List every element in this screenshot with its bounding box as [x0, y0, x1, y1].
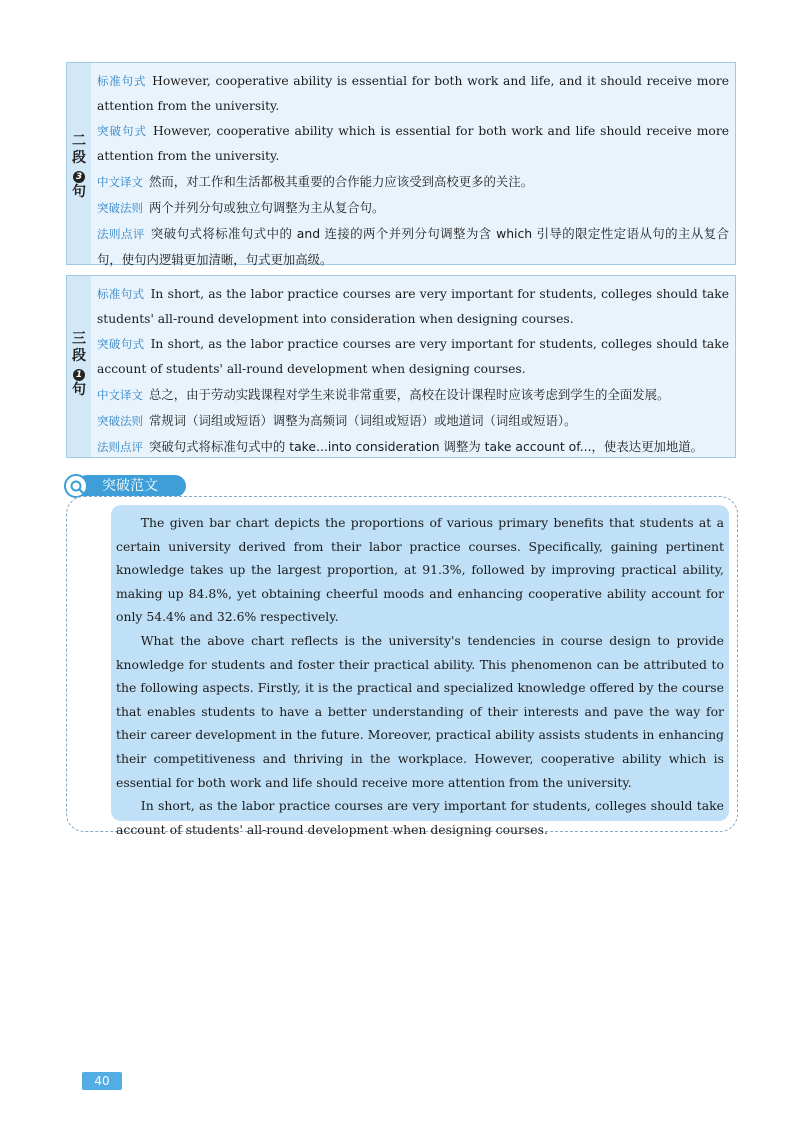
- breakthrough-sentence-row: [97, 332, 729, 382]
- panel-side-bar: [67, 63, 91, 264]
- translation-row: [97, 382, 729, 408]
- standard-sentence-row: [97, 282, 729, 332]
- comment-row: [97, 434, 729, 460]
- page-number: 40: [82, 1072, 122, 1090]
- rule-row: [97, 195, 729, 221]
- essay-title: 突破范文: [76, 475, 186, 497]
- essay-paragraph: In short, as the labor practice courses are very important for students, colleges should take account of students' all-round development when designing courses.: [116, 798, 724, 837]
- row-tag: 标准句式: [97, 287, 145, 301]
- row-tag: 突破句式: [97, 124, 147, 138]
- row-tag: 中文译文: [97, 175, 143, 189]
- sentence-number-badge: 3: [73, 171, 85, 183]
- row-tag: 突破法则: [97, 414, 143, 428]
- row-text: However, cooperative ability is essential for both work and life, and it should receive more attention from the university.: [97, 74, 730, 113]
- essay-paragraph: What the above chart reflects is the university's tendencies in course design to provide knowledge for students and foster their practical ability. This phenomenon can be attributed to the following aspects. Firstly, it is the practical and specialized knowledge offered by the course that enables students to have a better understanding of their interests and pave the way for their career development in the future. Moreover, practical ability assists students in enhancing their competitiveness and thriving in the workplace. However, cooperative ability which is essential for both work and life should receive more attention from the university.: [116, 632, 724, 790]
- row-text: In short, as the labor practice courses are very important for students, colleges should take students' all-round development into consideration when designing courses.: [97, 287, 729, 326]
- row-tag: 法则点评: [97, 227, 145, 241]
- comment-row: [97, 221, 729, 272]
- rule-row: [97, 408, 729, 434]
- row-tag: 法则点评: [97, 440, 143, 454]
- panel-side-label: 二 段 3 句: [72, 133, 86, 200]
- breakthrough-sentence-row: [97, 119, 729, 169]
- sentence-panel-para3-s1: [66, 275, 736, 458]
- sentence-panel-para2-s3: [66, 62, 736, 265]
- sentence-number-badge: 1: [73, 369, 85, 381]
- row-text: In short, as the labor practice courses are very important for students, colleges should take account of students' all-round development when designing courses.: [97, 337, 729, 376]
- row-text: 突破句式将标准句式中的 and 连接的两个并列分句调整为含 which 引导的限定性定语从句的主从复合句，使句内逻辑更加清晰，句式更加高级。: [97, 226, 730, 267]
- essay-body: [116, 511, 724, 841]
- magnifier-icon: [64, 474, 88, 498]
- row-text: 常规词（词组或短语）调整为高频词（词组或短语）或地道词（词组或短语）。: [149, 413, 577, 428]
- essay-paragraph: The given bar chart depicts the proportions of various primary benefits that students at a certain university derived from their labor practice courses. Specifically, gaining pertinent knowledge takes up the largest proportion, at 91.3%, followed by improving practical ability, making up 84.8%, yet obtaining cheerful moods and enhancing cooperative ability account for only 54.4% and 32.6% respectively.: [116, 515, 724, 625]
- row-tag: 中文译文: [97, 388, 143, 402]
- translation-row: [97, 169, 729, 195]
- panel-side-label: 三 段 1 句: [72, 331, 86, 398]
- row-text: 突破句式将标准句式中的 take...into consideration 调整为 take account of...，使表达更加地道。: [149, 439, 704, 454]
- row-text: 然而，对工作和生活都极其重要的合作能力应该受到高校更多的关注。: [149, 174, 534, 189]
- essay-section-header: [64, 474, 186, 498]
- panel-side-bar: [67, 276, 91, 457]
- row-tag: 突破句式: [97, 337, 145, 351]
- row-tag: 突破法则: [97, 201, 143, 215]
- row-text: 两个并列分句或独立句调整为主从复合句。: [149, 200, 385, 215]
- row-tag: 标准句式: [97, 74, 147, 88]
- row-text: 总之，由于劳动实践课程对学生来说非常重要，高校在设计课程时应该考虑到学生的全面发展。: [149, 387, 670, 402]
- row-text: However, cooperative ability which is essential for both work and life should receive more attention from the university.: [97, 124, 729, 163]
- standard-sentence-row: [97, 69, 729, 119]
